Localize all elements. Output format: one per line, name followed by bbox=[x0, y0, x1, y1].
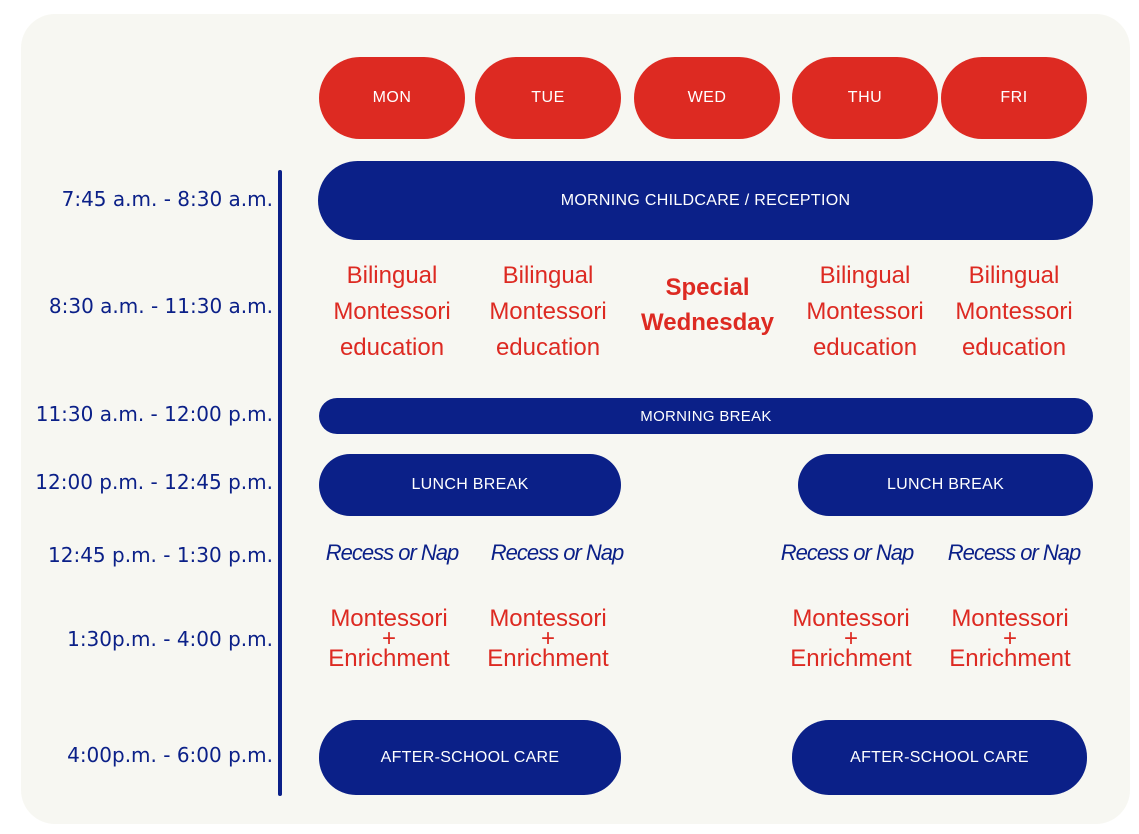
enrichment-plus: + bbox=[1002, 625, 1017, 652]
enrichment-plus: + bbox=[540, 625, 555, 652]
enrichment-line1: Montessori bbox=[489, 605, 607, 632]
morning-break-block: MORNING BREAK bbox=[319, 398, 1093, 434]
special-line1: Special bbox=[665, 274, 750, 301]
enrichment-tue bbox=[468, 604, 628, 674]
enrichment-mon bbox=[309, 604, 469, 674]
recess-fri: Recess or Nap bbox=[947, 540, 1081, 565]
education-line1: Bilingual bbox=[819, 262, 911, 289]
lunch-break-block-thu-fri: LUNCH BREAK bbox=[798, 454, 1093, 516]
enrichment-line3: Enrichment bbox=[949, 645, 1071, 672]
enrichment-line3: Enrichment bbox=[790, 645, 912, 672]
education-mon bbox=[317, 258, 467, 366]
time-label-1245: 12:45 p.m. - 1:30 p.m. bbox=[48, 543, 273, 567]
time-label-1600: 4:00p.m. - 6:00 p.m. bbox=[67, 743, 273, 767]
enrichment-plus: + bbox=[381, 625, 396, 652]
lunch-break-block-mon-tue: LUNCH BREAK bbox=[319, 454, 621, 516]
special-wednesday bbox=[630, 270, 785, 340]
enrichment-fri bbox=[930, 604, 1090, 674]
time-label-1200: 12:00 p.m. - 12:45 p.m. bbox=[35, 470, 273, 494]
time-label-0745: 7:45 a.m. - 8:30 a.m. bbox=[61, 187, 273, 211]
education-line2: Montessori bbox=[489, 298, 607, 325]
timeline-divider bbox=[278, 170, 282, 796]
education-line2: Montessori bbox=[806, 298, 924, 325]
day-header-thu: THU bbox=[792, 57, 938, 139]
special-line2: Wednesday bbox=[641, 309, 774, 336]
recess-thu: Recess or Nap bbox=[780, 540, 914, 565]
enrichment-line1: Montessori bbox=[792, 605, 910, 632]
recess-mon: Recess or Nap bbox=[325, 540, 459, 565]
education-fri bbox=[939, 258, 1089, 366]
education-tue bbox=[473, 258, 623, 366]
time-label-0830: 8:30 a.m. - 11:30 a.m. bbox=[48, 294, 273, 318]
enrichment-line1: Montessori bbox=[951, 605, 1069, 632]
recess-tue: Recess or Nap bbox=[490, 540, 624, 565]
education-thu bbox=[790, 258, 940, 366]
education-line1: Bilingual bbox=[502, 262, 594, 289]
morning-childcare-block: MORNING CHILDCARE / RECEPTION bbox=[318, 161, 1093, 240]
enrichment-line1: Montessori bbox=[330, 605, 448, 632]
education-line2: Montessori bbox=[333, 298, 451, 325]
enrichment-line3: Enrichment bbox=[487, 645, 609, 672]
time-label-1130: 11:30 a.m. - 12:00 p.m. bbox=[35, 402, 273, 426]
after-school-block-mon-tue: AFTER-SCHOOL CARE bbox=[319, 720, 621, 795]
education-line3: education bbox=[812, 334, 918, 361]
day-header-wed: WED bbox=[634, 57, 780, 139]
education-line1: Bilingual bbox=[968, 262, 1060, 289]
education-line3: education bbox=[495, 334, 601, 361]
day-header-tue: TUE bbox=[475, 57, 621, 139]
enrichment-plus: + bbox=[843, 625, 858, 652]
education-line3: education bbox=[339, 334, 445, 361]
enrichment-thu bbox=[771, 604, 931, 674]
education-line2: Montessori bbox=[955, 298, 1073, 325]
enrichment-line3: Enrichment bbox=[328, 645, 450, 672]
day-header-fri: FRI bbox=[941, 57, 1087, 139]
education-line3: education bbox=[961, 334, 1067, 361]
after-school-block-thu-fri: AFTER-SCHOOL CARE bbox=[792, 720, 1087, 795]
time-label-1330: 1:30p.m. - 4:00 p.m. bbox=[67, 627, 273, 651]
education-line1: Bilingual bbox=[346, 262, 438, 289]
day-header-mon: MON bbox=[319, 57, 465, 139]
